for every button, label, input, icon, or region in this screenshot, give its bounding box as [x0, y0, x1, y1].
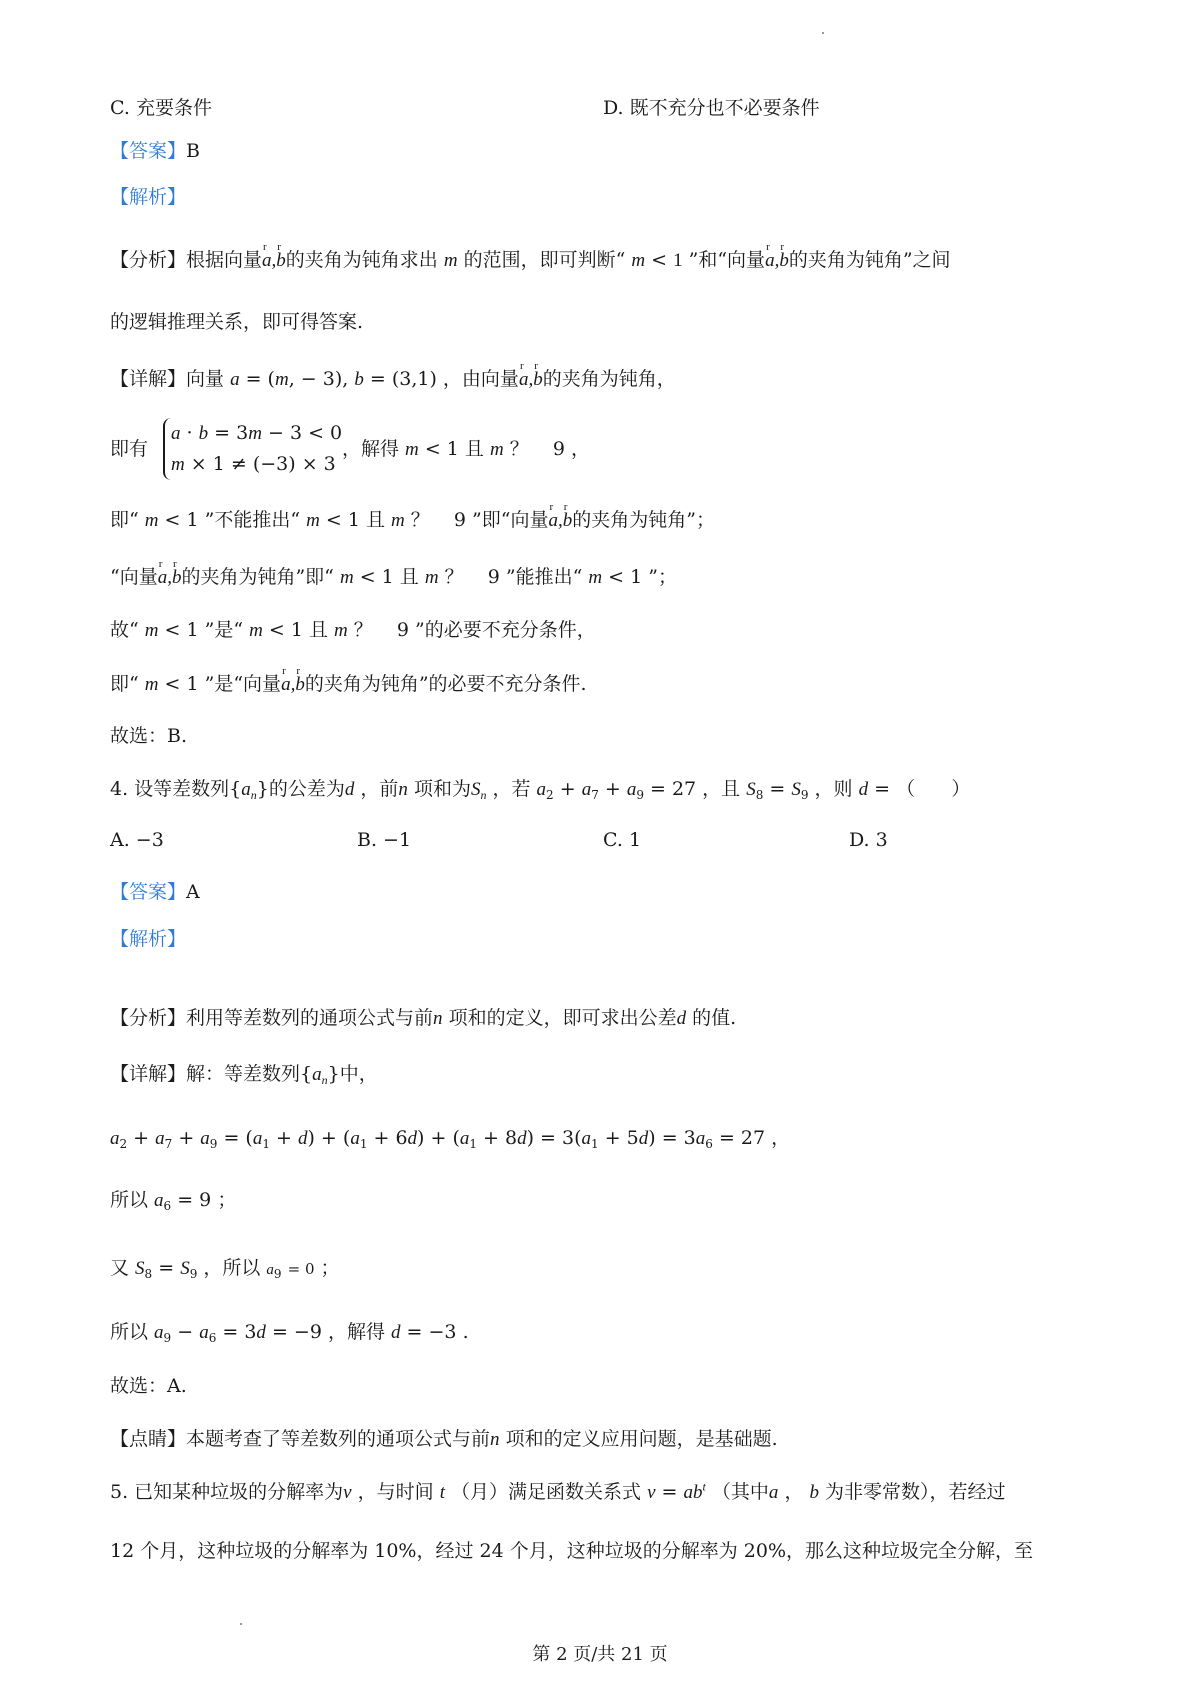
fenxi-line-2: 的逻辑推理关系，即可得答案.: [110, 311, 364, 333]
q4-option-d: D. 3: [849, 829, 888, 851]
q4-guxuan: 故选：A.: [110, 1375, 187, 1397]
q4-equation-4: 所以 $a_9 - a_6 = 3d = -9$ ，解得 d = −3 .: [110, 1321, 469, 1345]
reason-line-3: 故“ m < 1 ”是“ m < 1 且 m ？ 9 ”的必要不充分条件，: [110, 619, 596, 641]
q5-stem-line-1: 5. 已知某种垃圾的分解率为v ，与时间 t （月）满足函数关系式 $v = ab^t$ （其中a ， b 为非零常数），若经过: [110, 1479, 1006, 1503]
xiangjie-line: 【详解】向量 a = (m, − 3), b = (3,1) ，由向量r a,r b的夹角为钝角，: [110, 365, 676, 394]
option-d: D. 既不充分也不必要条件: [603, 97, 820, 119]
answer-line: [110, 137, 200, 165]
q5-stem-line-2: 12 个月，这种垃圾的分解率为 10%，经过 24 个月，这种垃圾的分解率为 20%，那么这种垃圾完全分解，至: [110, 1540, 1034, 1562]
q4-answer-value: A: [186, 881, 200, 903]
answer-value: B: [186, 140, 200, 162]
q4-option-c: C. 1: [603, 829, 642, 851]
q4-option-b: B. −1: [357, 829, 412, 851]
q4-stem: 4. 设等差数列$\{a_n\}$的公差为d ，前n 项和为$S_n$ ，若 $a_2 + a_7 + a_9 = 27$ ，且 $S_8 = S_9$ ，则 d = （ ）: [110, 778, 971, 802]
option-c: C. 充要条件: [110, 97, 212, 119]
scan-dot: [240, 1623, 242, 1625]
q4-analysis-tag: 【解析】: [110, 928, 187, 950]
q4-equation-2: 所以 $a_6 = 9$ ；: [110, 1189, 237, 1213]
reason-line-1: 即“ m < 1 ”不能推出“ m < 1 且 m ？ 9 ”即“向量r a,r b的夹角为钝角”；: [110, 506, 715, 535]
page-footer: 第 2 页/共 21 页: [532, 1644, 668, 1665]
reason-line-2: “向量r a,r b的夹角为钝角”即“ m < 1 且 m ？ 9 ”能推出“ m < 1 ”；: [110, 563, 677, 592]
analysis-tag: 【解析】: [110, 186, 187, 208]
document-page: C. 充要条件 D. 既不充分也不必要条件 【答案】B 【解析】 【分析】根据向量r a,r b的夹角为钝角求出 m 的范围，即可判断“ m < 1 ”和“向量r a,r b的夹角为钝角”之间 的逻辑推理关系，即可得答案. 【详解】向量 a = (m, − 3), b = (3,1) ，由向量r a,r b的夹角为钝角， 即有 a · b = 3m − 3 < 0 m × 1 ≠ (−3) × 3 ，解得 m < 1 且 m ？ 9 ， 即“ m < 1 ”不能推出“ m < 1 且 m ？ 9 ”即“向量r a,r b的夹角为钝角”； “向量r a,r b的夹角为钝角”即“ m < 1 且 m ？ 9 ”能推出“ m < 1 ”； 故“ m < 1 ”是“ m < 1 且 m ？ 9 ”的必要不充分条件， 即“ m < 1 ”是“向量r a,r b的夹角为钝角”的必要不充分条件. 故选：B. 4. 设等差数列$\{a_n\}$的公差为d ，前n 项和为$S_n$ ，若 $a_2 + a_7 + a_9 = 27$ ，且 $S_8 = S_9$ ，则 d = （ ） A. −3 B. −1 C. 1 D. 3 【答案】A 【解析】 【分析】利用等差数列的通项公式与前n 项和的定义，即可求出公差d 的值. 【详解】解：等差数列$\{a_n\}$中， $a_2 + a_7 + a_9 = (a_1 + d) + (a_1 + 6d) + (a_1 + 8d) = 3(a_1 + 5d) = 3a_6 = 27$ ， 所以 $a_6 = 9$ ； 又 $S_8 = S_9$ ，所以 $a_9 = 0$ ； 所以 $a_9 - a_6 = 3d = -9$ ，解得 d = −3 . 故选：A. 【点睛】本题考查了等差数列的通项公式与前n 项和的定义应用问题，是基础题. 5. 已知某种垃圾的分解率为v ，与时间 t （月）满足函数关系式 $v = ab^t$ （其中a ， b 为非零常数），若经过 12 个月，这种垃圾的分解率为 10%，经过 24 个月，这种垃圾的分解率为 20%，那么这种垃圾完全分解，至 第 2 页/共 21 页: [0, 0, 1200, 1698]
reason-line-4: 即“ m < 1 ”是“向量r a,r b的夹角为钝角”的必要不充分条件.: [110, 670, 587, 699]
answer-tag: 【答案】: [110, 140, 187, 162]
q4-equation-1: $a_2 + a_7 + a_9 = (a_1 + d) + (a_1 + 6d) + (a_1 + 8d) = 3(a_1 + 5d) = 3a_6 = 27$ ，: [110, 1127, 791, 1151]
q4-answer-line: 【答案】A: [110, 881, 200, 903]
q4-dianjing: 【点睛】本题考查了等差数列的通项公式与前n 项和的定义应用问题，是基础题.: [110, 1428, 778, 1450]
guxuan-b: 故选：B.: [110, 725, 188, 747]
q4-option-a: A. −3: [110, 829, 164, 851]
q4-xiangjie: 【详解】解：等差数列$\{a_n\}$中，: [110, 1063, 378, 1087]
scan-dot: [822, 32, 824, 34]
q4-equation-3: 又 $S_8 = S_9$ ，所以 $a_9 = 0$ ；: [110, 1257, 340, 1281]
fenxi-line-1: 【分析】根据向量r a,r b的夹角为钝角求出 m 的范围，即可判断“ m < 1 ”和“向量r a,r b的夹角为钝角”之间: [110, 246, 951, 275]
q4-fenxi: 【分析】利用等差数列的通项公式与前n 项和的定义，即可求出公差d 的值.: [110, 1007, 737, 1029]
